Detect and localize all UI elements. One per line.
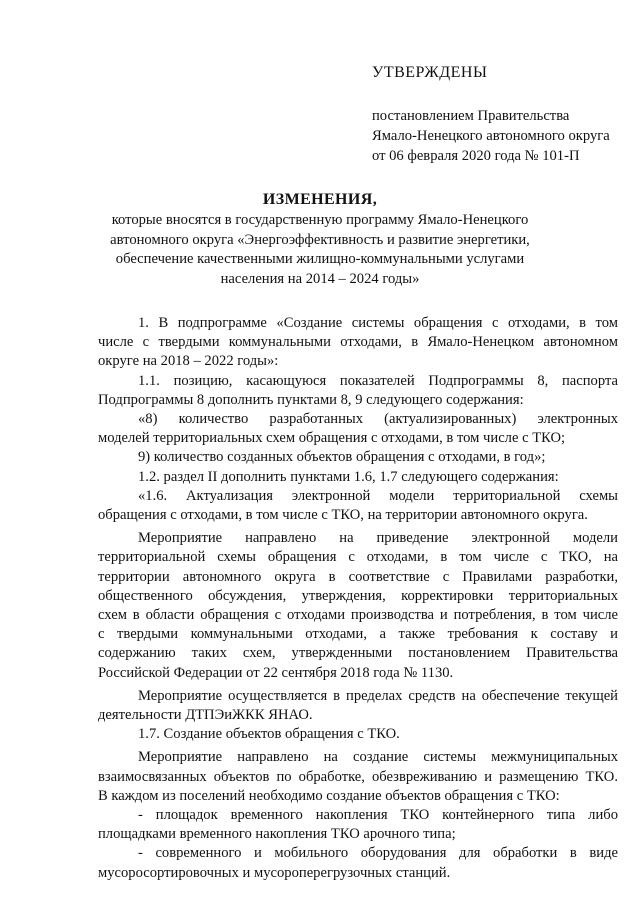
document-title-block bbox=[100, 189, 540, 289]
text-line: округе на 2018 – 2022 годы»: bbox=[98, 353, 279, 370]
text-line: территориальной схемы обращения с отходами, в том числе с ТКО, на bbox=[98, 549, 618, 566]
paragraph-tko-system bbox=[98, 748, 618, 806]
paragraph-1-1 bbox=[98, 372, 618, 410]
subtitle-line: населения на 2014 – 2024 годы» bbox=[220, 270, 420, 287]
paragraph-1 bbox=[98, 314, 618, 372]
text-line: обращения с отходами, в том числе с ТКО, на территории автономного округа. bbox=[98, 507, 588, 524]
paragraph-funding bbox=[98, 687, 618, 725]
approved-heading: УТВЕРЖДЕНЫ bbox=[372, 64, 488, 81]
text-line: В каждом из поселений необходимо создание объектов обращения с ТКО: bbox=[98, 787, 560, 804]
decree-line: Ямало-Ненецкого автономного округа bbox=[372, 128, 610, 144]
paragraph-1-7 bbox=[98, 725, 618, 744]
text-line: Мероприятие осуществляется в пределах средств на обеспечение текущей bbox=[138, 687, 618, 704]
text-line: 1.7. Создание объектов обращения с ТКО. bbox=[138, 726, 400, 743]
paragraph-1-2 bbox=[98, 468, 618, 487]
text-line: территории автономного округа в соответствие с Правилами разработки, bbox=[98, 568, 618, 585]
text-line: Подпрограммы 8 дополнить пунктами 8, 9 следующего содержания: bbox=[98, 391, 524, 408]
text-line: 1. В подпрограмме «Создание системы обращения с отходами, в том bbox=[138, 315, 618, 331]
paragraph-item-8 bbox=[98, 410, 618, 448]
document-body bbox=[98, 314, 618, 883]
subtitle-line: автономного округа «Энергоэффективность и развитие энергетики, bbox=[110, 231, 530, 248]
text-line: «1.6. Актуализация электронной модели территориальной схемы bbox=[138, 487, 618, 504]
text-line: числе с твердыми коммунальными отходами, в Ямало-Ненецком автономном bbox=[98, 334, 618, 351]
subtitle-line: которые вносятся в государственную программу Ямало-Ненецкого bbox=[111, 212, 529, 228]
text-line: - площадок временного накопления ТКО контейнерного типа либо bbox=[138, 807, 618, 824]
text-line: «8) количество разработанных (актуализированных) электронных bbox=[138, 411, 618, 428]
text-line: 9) количество созданных объектов обращения с отходами, в год»; bbox=[138, 449, 546, 466]
document-subtitle bbox=[100, 211, 540, 289]
text-line: 1.2. раздел II дополнить пунктами 1.6, 1.7 следующего содержания: bbox=[138, 468, 559, 485]
text-line: моделей территориальных схем обращения с отходами, в том числе с ТКО; bbox=[98, 430, 566, 447]
list-item-sites bbox=[98, 806, 618, 844]
paragraph-1-6 bbox=[98, 487, 618, 525]
text-line: общественного обсуждения, утверждения, корректировки территориальных bbox=[98, 587, 618, 604]
text-line: Российской Федерации от 22 сентября 2018 года № 1130. bbox=[98, 664, 454, 681]
text-line: площадками временного накопления ТКО арочного типа; bbox=[98, 826, 456, 843]
paragraph-item-9 bbox=[98, 448, 618, 467]
decree-line: от 06 февраля 2020 года № 101-П bbox=[372, 148, 580, 164]
text-line: 1.1. позицию, касающуюся показателей Подпрограммы 8, паспорта bbox=[138, 372, 618, 389]
subtitle-line: обеспечение качественными жилищно-коммунальными услугами bbox=[115, 251, 525, 268]
text-line: схем в области обращения с отходами производства и потребления, в том числе bbox=[98, 607, 618, 624]
decree-line: постановлением Правительства bbox=[372, 108, 570, 124]
text-line: - современного и мобильного оборудования для обработки в виде bbox=[138, 845, 618, 862]
text-line: взаимосвязанных объектов по обработке, обезвреживанию и размещению ТКО. bbox=[98, 768, 618, 785]
paragraph-measure-description bbox=[98, 529, 618, 683]
text-line: Мероприятие направлено на создание системы межмуниципальных bbox=[138, 749, 618, 766]
text-line: мусоросортировочных и мусороперегрузочных станций. bbox=[98, 864, 451, 881]
text-line: Мероприятие направлено на приведение электронной модели bbox=[138, 530, 618, 547]
document-title: ИЗМЕНЕНИЯ, bbox=[262, 191, 378, 208]
decree-reference bbox=[372, 106, 632, 166]
text-line: с твердыми коммунальными отходами, а также требования к составу и bbox=[98, 626, 618, 643]
text-line: деятельности ДТПЭиЖКК ЯНАО. bbox=[98, 707, 313, 724]
list-item-equipment bbox=[98, 844, 618, 882]
text-line: содержанию таких схем, утвержденными постановлением Правительства bbox=[98, 645, 618, 662]
